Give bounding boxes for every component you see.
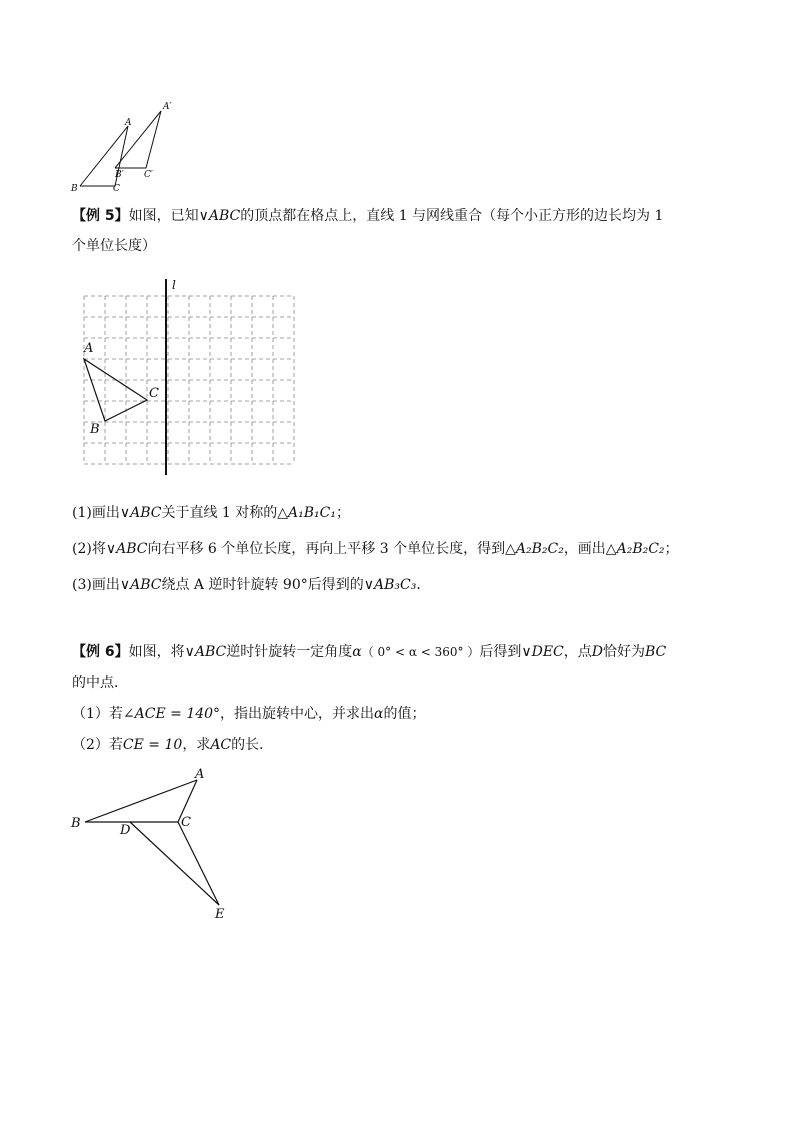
grid-label-b: B bbox=[90, 422, 100, 437]
ex5-q2-mid2: ，画出△ bbox=[563, 541, 617, 557]
ex6-q1-angle: ∠ACE = 140° bbox=[122, 706, 221, 722]
ex6-q1 bbox=[72, 704, 426, 724]
ex6-tri: ∨ABC bbox=[184, 644, 227, 660]
ex5-q1-mid: 关于直线 1 对称的△ bbox=[161, 505, 289, 521]
ex5-q2-mid: 向右平移 6 个单位长度，再向上平移 3 个单位长度，得到△ bbox=[147, 541, 516, 557]
rotation-figure bbox=[60, 760, 250, 930]
ex5-intro-rest: 的顶点都在格点上，直线 1 与网线重合（每个小正方形的边长均为 1 bbox=[240, 208, 664, 224]
ex6-line2-text: 的中点． bbox=[72, 675, 128, 691]
ex5-q2-name2: A₂B₂C₂ bbox=[616, 541, 665, 557]
ex5-tag: 【例 5】 bbox=[72, 208, 129, 224]
translation-figure bbox=[60, 95, 190, 195]
ex5-q3-mid: 绕点 A 逆时针旋转 90°后得到的 bbox=[161, 577, 364, 593]
ex5-intro-text: 如图，已知 bbox=[128, 208, 199, 224]
ex5-q2 bbox=[72, 539, 679, 559]
ex6-q1-end: 的值； bbox=[383, 706, 426, 722]
label-a: A bbox=[125, 118, 132, 128]
ex6-q2 bbox=[72, 735, 273, 755]
grid-label-c: C bbox=[149, 386, 159, 401]
ex5-intro-line2 bbox=[72, 236, 156, 256]
ex6-line1-mid2: 后得到 bbox=[479, 644, 522, 660]
ex6-q2-ac: AC bbox=[210, 737, 232, 753]
ex5-q3 bbox=[72, 575, 430, 595]
ex6-tag: 【例 6】 bbox=[72, 644, 129, 660]
ex6-q2-end: 的长． bbox=[231, 737, 274, 753]
label-c-prime: C′ bbox=[144, 170, 153, 180]
ex5-intro-line1 bbox=[72, 206, 663, 226]
ex6-q2-cond: CE = 10 bbox=[122, 737, 183, 753]
ex5-intro-line2-text: 个单位长度） bbox=[72, 238, 156, 254]
ex6-q2-mid: ，求 bbox=[182, 737, 211, 753]
fig-label-a: A bbox=[195, 767, 205, 782]
ex6-line1-end: 恰好为 bbox=[603, 644, 645, 660]
grid-figure bbox=[70, 275, 310, 475]
ex5-q1-pre: (1)画出 bbox=[72, 505, 120, 521]
ex5-q3-name: ∨AB₃C₃ bbox=[363, 577, 417, 593]
ex5-q1-end: ； bbox=[336, 505, 350, 521]
ex6-alpha: α bbox=[352, 644, 362, 660]
ex5-q1-tri: ∨ABC bbox=[119, 505, 162, 521]
label-c: C bbox=[113, 184, 120, 194]
fig-label-d: D bbox=[120, 823, 131, 838]
ex6-line1-pre: 如图，将 bbox=[128, 644, 185, 660]
ex5-q2-tri: ∨ABC bbox=[105, 541, 148, 557]
triangle-abc-grid bbox=[84, 359, 147, 421]
ex5-tri: ∨ABC bbox=[198, 208, 241, 224]
ex6-line1-mid3: ，点 bbox=[563, 644, 592, 660]
ex6-d: D bbox=[591, 644, 603, 660]
ex5-q3-tri: ∨ABC bbox=[119, 577, 162, 593]
ex5-q2-name1: A₂B₂C₂ bbox=[515, 541, 564, 557]
fig-label-b: B bbox=[71, 816, 81, 831]
ex5-q3-end: ． bbox=[416, 577, 431, 593]
grid-label-a: A bbox=[84, 341, 94, 356]
ex6-q1-pre: （1）若 bbox=[72, 706, 123, 722]
ex5-q1-name: A₁B₁C₁ bbox=[288, 505, 336, 521]
ex6-tri2: ∨DEC bbox=[521, 644, 564, 660]
ex6-bc: BC bbox=[645, 644, 667, 660]
grid-label-l: l bbox=[172, 278, 176, 292]
ex6-q2-pre: （2）若 bbox=[72, 737, 123, 753]
fig-label-e: E bbox=[215, 907, 225, 922]
ex6-line2 bbox=[72, 673, 128, 693]
ex5-q2-end: ； bbox=[664, 541, 679, 557]
ex6-line1-mid: 逆时针旋转一定角度 bbox=[226, 644, 353, 660]
label-a-prime: A′ bbox=[163, 102, 172, 112]
ex5-q3-pre: (3)画出 bbox=[72, 577, 120, 593]
segment-ce bbox=[178, 822, 219, 905]
ex6-q1-rest: ，指出旋转中心，并求出 bbox=[220, 706, 375, 722]
segment-de bbox=[130, 822, 219, 905]
ex6-range: （ 0° < α < 360° ） bbox=[361, 645, 480, 659]
triangle-abc-prime bbox=[115, 111, 161, 168]
label-b-prime: B′ bbox=[115, 170, 124, 180]
label-b: B bbox=[71, 184, 78, 194]
ex5-q1 bbox=[72, 503, 350, 523]
fig-label-c: C bbox=[181, 815, 191, 830]
ex6-line1 bbox=[72, 642, 666, 662]
ex6-q1-alpha: α bbox=[374, 706, 384, 722]
ex5-q2-pre: (2)将 bbox=[72, 541, 106, 557]
